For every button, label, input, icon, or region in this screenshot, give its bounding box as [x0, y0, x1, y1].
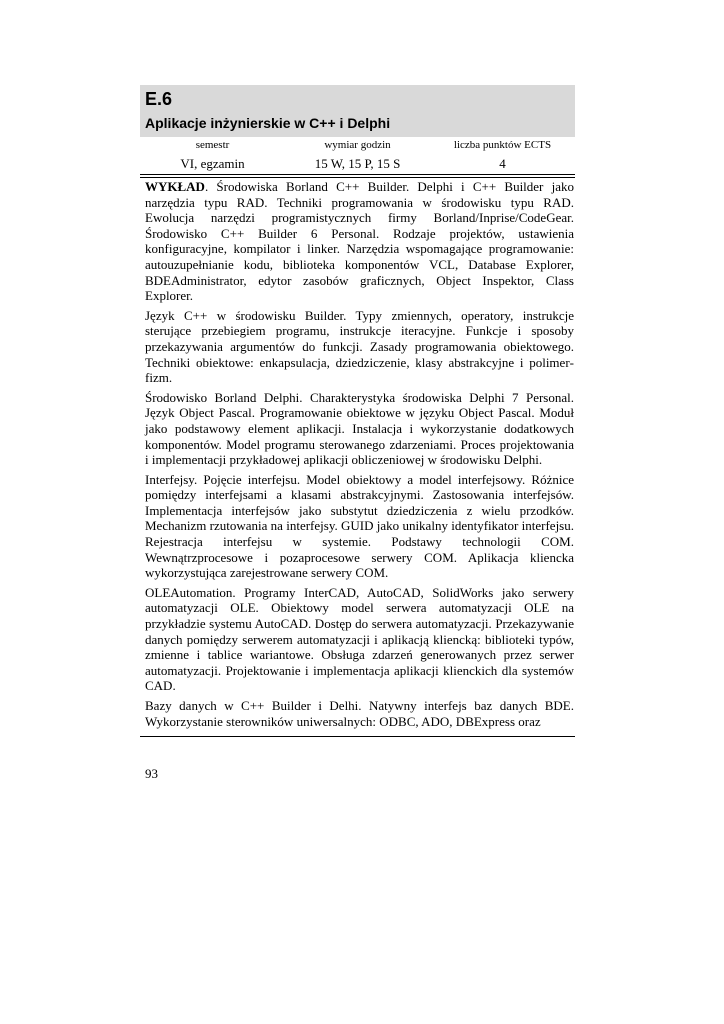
info-header-ects: liczba punktów ECTS [453, 139, 552, 151]
bottom-rule [140, 736, 575, 737]
info-value-ects: 4 [499, 156, 506, 171]
info-values-row [140, 154, 575, 174]
paragraph-lecture-intro [145, 179, 574, 304]
paragraph-cpp-language: Język C++ w środowisku Builder. Typy zmiennych, operatory, instrukcje sterujące przebiegiem programu, instrukcje iteracyjne. Funkcje i sposoby przekazywania argumentów do funkcji. Zasady programowania obiektowego. Techniki obiektowe: enkapsulacja, dziedziczenie, klasy abstrakcyjne i polimerfizm. [145, 307, 574, 386]
course-code: E.6 [145, 89, 173, 109]
paragraph-lecture-intro-text: . Środowiska Borland C++ Builder. Delphi i C++ Builder jako narzędzia typu RAD. Techniki programowania w środowisku typu RAD. Ewolucja narzędzi programistycznych firmy Borland/Inprise/CodeGear. Środowisko C++ Builder 6 Personal. Rodzaje projektów, ustawienia konfiguracyjne, kompilator i linker. Narzędzia wspomagające programowanie: autouzupełnianie kodu, biblioteka komponentów VCL, Database Explorer, BDEAdministrator, edytor zasobów graficznych, Object Inspektor, Class Explorer. [145, 179, 574, 304]
info-header-hours: wymiar godzin [324, 139, 391, 151]
course-content [145, 179, 574, 733]
paragraph-delphi: Środowisko Borland Delphi. Charakterystyka środowiska Delphi 7 Personal. Język Object Pascal. Programowanie obiektowe w języku Object Pascal. Moduł jako podstawowy element aplikacji. Instalacja i wykorzystanie dodatkowych komponentów. Model programu sterowanego zdarzeniami. Proces projektowania i implementacji przykładowej aplikacji obliczeniowej w środowisku Delphi. [145, 389, 574, 468]
info-value-hours: 15 W, 15 P, 15 S [314, 156, 401, 171]
info-separator-rule [140, 177, 575, 178]
paragraph-interfaces: Interfejsy. Pojęcie interfejsu. Model obiektowy a model interfejsowy. Różnice pomiędzy interfejsami a klasami abstrakcyjnymi. Zastosowania interfejsów. Implementacja interfejsów jako substytut dziedziczenia z wielu przodków. Mechanizm rzutowania na interfejsy. GUID jako unikalny identyfikator interfejsu. Rejestracja interfejsu w systemie. Podstawy technologii COM. Wewnątrzprocesowe i pozaprocesowe serwery COM. Aplikacja kliencka wykorzystująca zarejestrowane serwery COM. [145, 471, 574, 581]
info-header-semester: semestr [195, 139, 230, 151]
paragraph-oleautomation: OLEAutomation. Programy InterCAD, AutoCAD, SolidWorks jako serwery automatyzacji OLE. Obiektowy model serwera automatyzacji OLE na przykładzie systemu AutoCAD. Dostęp do serwera automatyzacji. Przekazywanie danych pomiędzy serwerem automatyzacji i aplikacją kliencką: biblioteki typów, zmienne i tablice wariantowe. Obsługa zdarzeń generowanych przez serwer automatyzacji. Projektowanie i implementacja aplikacji klienckich dla systemów CAD. [145, 584, 574, 694]
course-title: Aplikacje inżynierskie w C++ i Delphi [145, 115, 391, 131]
lecture-label: WYKŁAD [145, 179, 205, 194]
info-value-semester: VI, egzamin [180, 156, 245, 171]
info-header-row [140, 137, 575, 154]
course-info-table [140, 137, 575, 175]
paragraph-databases: Bazy danych w C++ Builder i Delhi. Natywny interfejs baz danych BDE. Wykorzystanie sterowników uniwersalnych: ODBC, ADO, DBExpress oraz [145, 698, 574, 729]
page-number: 93 [145, 766, 158, 781]
